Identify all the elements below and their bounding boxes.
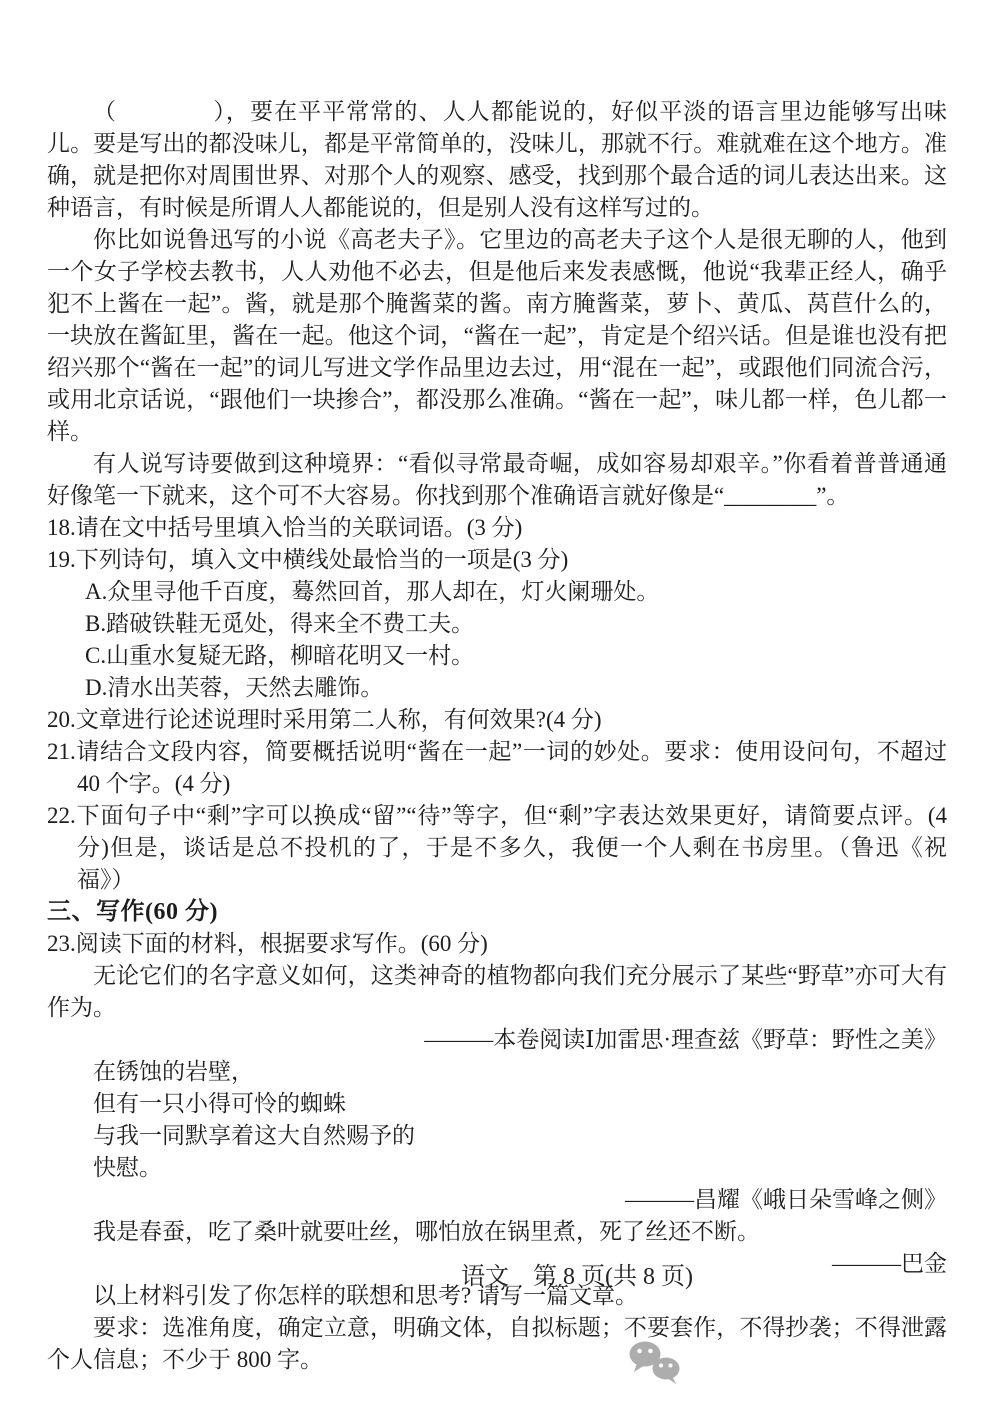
wechat-icon (628, 1340, 682, 1386)
page-footer: 语文 第 8 页(共 8 页) (461, 1264, 693, 1290)
writing-material-1: 无论它们的名字意义如何，这类神奇的植物都向我们充分展示了某些“野草”亦可大有作为。 (47, 963, 947, 1020)
question-22: 22.下面句子中“剩”字可以换成“留”“待”等字，但“剩”字表达效果更好，请简要点评。(4 分)但是，谈话是总不投机的了，于是不多久，我便一个人剩在书房里。（鲁迅《祝福》） (47, 803, 947, 892)
poem-line-2: 但有一只小得可怜的蜘蛛 (93, 1091, 346, 1116)
question-19: 19.下列诗句，填入文中横线处最恰当的一项是(3 分) (47, 547, 569, 572)
writing-material-3: 我是春蚕，吃了桑叶就要吐丝，哪怕放在锅里煮，死了丝还不断。 (93, 1219, 760, 1244)
writing-requirements: 要求：选准角度，确定立意，明确文体，自拟标题；不要套作，不得抄袭；不得泄露个人信息；不少于 800 字。 (47, 1315, 947, 1372)
writing-attribution-2: ———昌耀《峨日朵雪峰之侧》 (625, 1187, 947, 1212)
poem-line-4: 快慰。 (93, 1155, 162, 1180)
writing-attribution-3: ———巴金 (832, 1251, 947, 1276)
question-18: 18.请在文中括号里填入恰当的关联词语。(3 分) (47, 515, 523, 540)
passage-paragraph-2: 你比如说鲁迅写的小说《高老夫子》。它里边的高老夫子这个人是很无聊的人，他到一个女子学校去教书，人人劝他不必去，但是他后来发表感慨，他说“我辈正经人，确乎犯不上酱在一起”。酱，就是那个腌酱菜的酱。南方腌酱菜，萝卜、黄瓜、莴苣什么的，一块放在酱缸里，酱在一起。他这个词，“酱在一起”，肯定是个绍兴话。但是谁也没有把绍兴那个“酱在一起”的词儿写进文学作品里边去过，用“混在一起”，或跟他们同流合污，或用北京话说，“跟他们一块掺合”，都没那么准确。“酱在一起”，味儿都一样，色儿都一样。 (47, 227, 947, 444)
question-19-option-c: C.山重水复疑无路，柳暗花明又一村。 (85, 643, 475, 668)
poem-line-1: 在锈蚀的岩壁， (93, 1059, 254, 1084)
writing-prompt: 以上材料引发了你怎样的联想和思考? 请写一篇文章。 (93, 1283, 638, 1308)
question-19-option-a: A.众里寻他千百度，蓦然回首，那人却在，灯火阑珊处。 (85, 579, 660, 604)
passage-paragraph-3: 有人说写诗要做到这种境界：“看似寻常最奇崛，成如容易却艰辛。”你看着普普通通好像笔一下就来，这个可不大容易。你找到那个准确语言就好像是“________”。 (47, 451, 947, 508)
question-19-option-b: B.踏破铁鞋无觅处，得来全不费工夫。 (85, 611, 475, 636)
question-23: 23.阅读下面的材料，根据要求写作。(60 分) (47, 931, 488, 956)
poem-line-3: 与我一同默享着这大自然赐予的 (93, 1123, 415, 1148)
question-20: 20.文章进行论述说理时采用第二人称，有何效果?(4 分) (47, 707, 602, 732)
writing-attribution-1: ———本卷阅读Ⅰ加雷思·理查兹《野草：野性之美》 (424, 1027, 947, 1052)
question-21: 21.请结合文段内容，简要概括说明“酱在一起”一词的妙处。要求：使用设问句，不超过 40 个字。(4 分) (47, 739, 947, 796)
question-19-option-d: D.清水出芙蓉，天然去雕饰。 (85, 675, 384, 700)
passage-paragraph-1: （ ），要在平平常常的、人人都能说的，好似平淡的语言里边能够写出味儿。要是写出的都没味儿，都是平常简单的，没味儿，那就不行。难就难在这个地方。准确，就是把你对周围世界、对那个人的观察、感受，找到那个最合适的词儿表达出来。这种语言，有时候是所谓人人都能说的，但是别人没有这样写过的。 (47, 99, 947, 220)
section-heading-writing: 三、写作(60 分) (47, 899, 218, 925)
exam-content (47, 96, 947, 1376)
